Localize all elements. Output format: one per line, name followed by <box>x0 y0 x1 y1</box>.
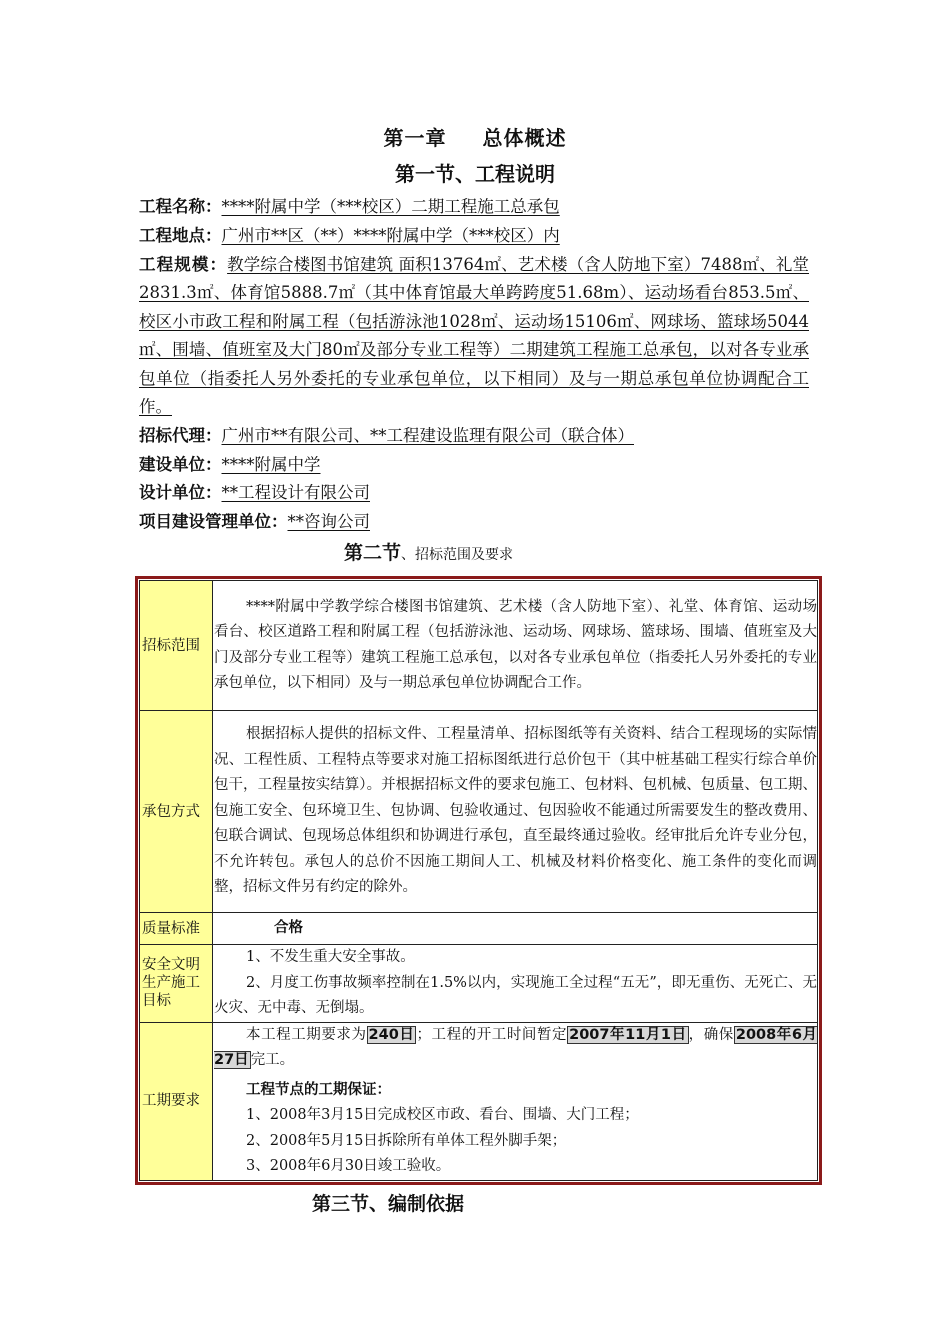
section3-heading: 第三节、编制依据 <box>312 1193 465 1215</box>
chapter-title: 总体概述 <box>482 126 567 150</box>
chapter-number: 第一章 <box>383 126 447 150</box>
mode-cell <box>213 711 818 913</box>
project-scale-paragraph <box>139 251 809 421</box>
period-cell <box>213 1022 818 1180</box>
section2-number: 第二节 <box>344 542 402 564</box>
section1-heading: 第一节、工程说明 <box>395 162 555 186</box>
safety-item-1: 1、不发生重大安全事故。 <box>246 949 415 965</box>
table-row <box>140 1022 818 1180</box>
design-value: **工程设计有限公司 <box>221 483 370 502</box>
node-title: 工程节点的工期保证： <box>246 1081 391 1098</box>
project-name-value: ****附属中学（***校区）二期工程施工总承包 <box>221 197 560 216</box>
pm-label: 项目建设管理单位： <box>139 512 288 531</box>
scope-cell <box>213 581 818 711</box>
table-row <box>140 945 818 1023</box>
period-start-date: 2007年11月1日 <box>569 1026 687 1043</box>
safety-header: 安全文明生产施工目标 <box>140 945 213 1023</box>
scope-text: ****附属中学教学综合楼图书馆建筑、艺术楼（含人防地下室）、礼堂、体育馆、运动场看台、校区道路工程和附属工程（包括游泳池、运动场、网球场、篮球场、围墙、值班室及大门及部分专业工程等）建筑工程施工总承包，以对各专业承包单位（指委托人另外委托的专业承包单位，以下相同）及与一期总承包单位协调配合工作。 <box>214 598 817 691</box>
project-site-value: 广州市**区（**）****附属中学（***校区）内 <box>221 226 560 245</box>
period-text-c: ，确保 <box>688 1026 734 1043</box>
section2-title: 、招标范围及要求 <box>401 547 514 563</box>
owner-line <box>139 451 809 480</box>
agent-line <box>139 422 809 451</box>
period-end-date: 2008年6月27日 <box>214 1026 818 1068</box>
quality-header: 质量标准 <box>140 913 213 945</box>
project-name-line <box>139 193 809 222</box>
table-row <box>140 913 818 945</box>
node-item-2: 2、2008年5月15日拆除所有单体工程外脚手架； <box>246 1132 567 1149</box>
period-text-b: ；工程的开工时间暂定 <box>416 1026 568 1043</box>
agent-label: 招标代理： <box>139 426 222 445</box>
pm-value: **咨询公司 <box>287 512 370 531</box>
pm-line <box>139 508 809 537</box>
scope-header: 招标范围 <box>140 581 213 711</box>
chapter-heading <box>0 122 950 151</box>
mode-text: 根据招标人提供的招标文件、工程量清单、招标图纸等有关资料、结合工程现场的实际情况、工程性质、工程特点等要求对施工招标图纸进行总价包干（其中桩基础工程实行综合单价包干，工程量按实结算）。并根据招标文件的要求包施工、包材料、包机械、包质量、包工期、包施工安全、包环境卫生、包协调、包验收通过、包因验收不能通过所需要发生的整改费用、包联合调试、包现场总体组织和协调进行承包，直至最终通过验收。经审批后允许专业分包，不允许转包。承包人的总价不因施工期间人工、机械及材料价格变化、施工条件的变化而调整，招标文件另有约定的除外。 <box>214 726 817 896</box>
requirements-table <box>139 580 818 1181</box>
project-scale-value: 教学综合楼图书馆建筑 面积13764㎡、艺术楼（含人防地下室）7488㎡、礼堂2831.3㎡、体育馆5888.7㎡（其中体育馆最大单跨跨度51.68m）、运动场看台853.5㎡、校区小市政工程和附属工程（包括游泳池1028㎡、运动场15106㎡、网球场、篮球场5044㎡、围墙、值班室及大门80㎡及部分专业工程等）二期建筑工程施工总承包，以对各专业承包单位（指委托人另外委托的专业承包单位，以下相同）及与一期总承包单位协调配合工作。 <box>139 255 809 417</box>
quality-text: 合格 <box>274 919 303 936</box>
period-text-d: 完工。 <box>250 1052 295 1068</box>
agent-value: 广州市**有限公司、**工程建设监理有限公司（联合体） <box>221 426 634 445</box>
section2-heading <box>344 538 513 565</box>
safety-cell <box>213 945 818 1023</box>
owner-label: 建设单位： <box>139 455 222 474</box>
table-row <box>140 711 818 913</box>
period-text-a: 本工程工期要求为 <box>246 1026 367 1043</box>
project-site-line <box>139 222 809 251</box>
mode-header: 承包方式 <box>140 711 213 913</box>
project-name-label: 工程名称： <box>139 197 222 216</box>
requirements-table-frame <box>135 576 822 1185</box>
safety-item-2: 2、月度工伤事故频率控制在1.5%以内，实现施工全过程“五无”，即无重伤、无死亡、无火灾、无中毒、无倒塌。 <box>214 974 817 1016</box>
owner-value: ****附属中学 <box>221 455 321 474</box>
period-days: 240日 <box>368 1026 415 1043</box>
table-row <box>140 581 818 711</box>
project-scale-label: 工程规模： <box>139 255 228 274</box>
period-paragraph <box>214 1023 817 1074</box>
node-item-1: 1、2008年3月15日完成校区市政、看台、围墙、大门工程； <box>246 1107 639 1123</box>
node-item-3: 3、2008年6月30日竣工验收。 <box>246 1158 451 1174</box>
design-line <box>139 479 809 508</box>
project-site-label: 工程地点： <box>139 226 222 245</box>
design-label: 设计单位： <box>139 483 222 502</box>
quality-cell <box>213 913 818 945</box>
period-header: 工期要求 <box>140 1022 213 1180</box>
